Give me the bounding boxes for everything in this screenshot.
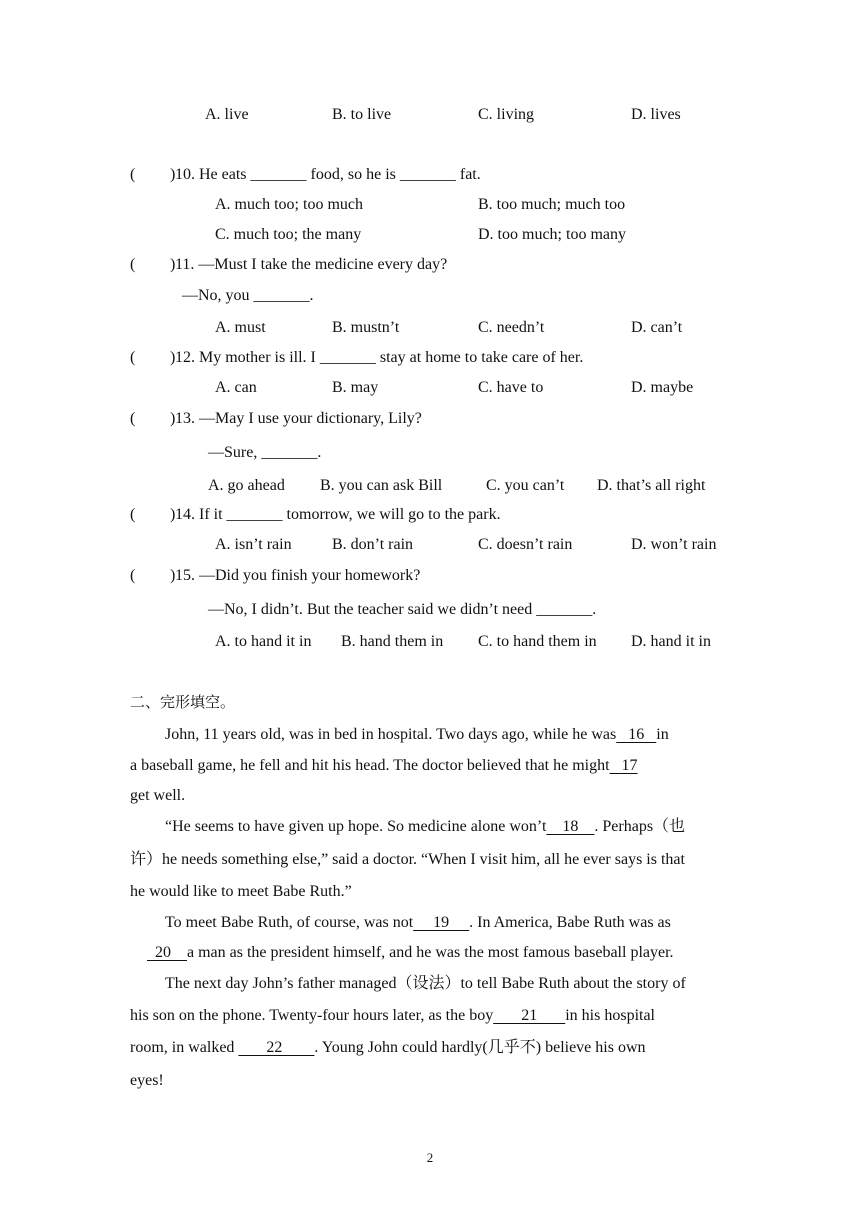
- passage-line: [147, 943, 674, 963]
- q9-option-b: B. to live: [332, 106, 392, 123]
- blank-18: 18: [546, 818, 595, 835]
- question-stem: 13. —May I use your dictionary, Lily?: [175, 410, 422, 427]
- question-stem: 11. —Must I take the medicine every day?: [175, 256, 448, 273]
- option-d: D. maybe: [631, 379, 694, 396]
- question-reply: —No, I didn’t. But the teacher said we didn’t need _______.: [208, 601, 597, 618]
- passage-text: . In America, Babe Ruth was as: [469, 914, 671, 931]
- passage-text: room, in walked: [130, 1039, 239, 1056]
- question-reply: —No, you _______.: [182, 287, 314, 304]
- passage-text: a man as the president himself, and he was the most famous baseball player.: [187, 944, 674, 961]
- page-number: 2: [426, 1150, 434, 1165]
- answer-paren-open: (: [130, 166, 136, 183]
- passage-text: in his hospital: [565, 1007, 655, 1024]
- answer-paren-close: ): [170, 256, 176, 273]
- blank-22: 22: [238, 1039, 315, 1056]
- option-c: C. you can’t: [486, 477, 565, 494]
- passage-text: in: [656, 726, 669, 743]
- question-stem: 12. My mother is ill. I _______ stay at home to take care of her.: [175, 349, 584, 366]
- question-stem: 14. If it _______ tomorrow, we will go to the park.: [175, 506, 501, 523]
- option-b: B. mustn’t: [332, 319, 400, 336]
- option-a: A. can: [215, 379, 257, 396]
- option-d: D. won’t rain: [631, 536, 717, 553]
- option-d: D. that’s all right: [597, 477, 706, 494]
- passage-line: eyes!: [130, 1072, 164, 1089]
- answer-paren-close: ): [170, 349, 176, 366]
- passage-text: a baseball game, he fell and hit his head. The doctor believed that he might: [130, 757, 610, 774]
- option-b: B. may: [332, 379, 379, 396]
- question-reply: —Sure, _______.: [208, 444, 322, 461]
- question-stem: 15. —Did you finish your homework?: [175, 567, 421, 584]
- answer-paren-close: ): [170, 506, 176, 523]
- passage-text: . Perhaps（也: [594, 818, 686, 835]
- answer-paren-open: (: [130, 256, 136, 273]
- passage-text: To meet Babe Ruth, of course, was not: [165, 914, 414, 931]
- option-d: D. hand it in: [631, 633, 711, 650]
- blank-17: 17: [609, 757, 638, 774]
- passage-line: he would like to meet Babe Ruth.”: [130, 883, 352, 900]
- blank-20: 20: [147, 944, 187, 961]
- option-a: A. isn’t rain: [215, 536, 292, 553]
- q9-option-a: A. live: [205, 106, 249, 123]
- option-b: B. don’t rain: [332, 536, 414, 553]
- section-title: 二、完形填空。: [130, 693, 236, 711]
- option-b: B. hand them in: [341, 633, 444, 650]
- passage-text: “He seems to have given up hope. So medicine alone won’t: [165, 818, 547, 835]
- option-c: C. have to: [478, 379, 544, 396]
- answer-paren-open: (: [130, 410, 136, 427]
- question-stem: 10. He eats _______ food, so he is _______ fat.: [175, 166, 481, 183]
- option-c: C. much too; the many: [215, 226, 362, 243]
- option-a: A. must: [215, 319, 266, 336]
- answer-paren-open: (: [130, 506, 136, 523]
- passage-text: John, 11 years old, was in bed in hospital. Two days ago, while he was: [165, 726, 617, 743]
- option-a: A. much too; too much: [215, 196, 363, 213]
- answer-paren-close: ): [170, 410, 176, 427]
- passage-line: [165, 725, 669, 745]
- option-a: A. to hand it in: [215, 633, 312, 650]
- answer-paren-open: (: [130, 567, 136, 584]
- passage-line: The next day John’s father managed（设法）to tell Babe Ruth about the story of: [165, 975, 686, 992]
- option-b: B. you can ask Bill: [320, 477, 443, 494]
- answer-paren-close: ): [170, 166, 176, 183]
- answer-paren-open: (: [130, 349, 136, 366]
- option-c: C. to hand them in: [478, 633, 597, 650]
- option-c: C. doesn’t rain: [478, 536, 573, 553]
- option-d: D. can’t: [631, 319, 683, 336]
- passage-line: [130, 756, 638, 776]
- passage-text: . Young John could hardly(几乎不) believe his own: [314, 1039, 646, 1056]
- passage-line: [165, 913, 671, 933]
- option-c: C. needn’t: [478, 319, 545, 336]
- passage-line: [130, 1038, 646, 1058]
- answer-paren-close: ): [170, 567, 176, 584]
- option-d: D. too much; too many: [478, 226, 626, 243]
- q9-option-d: D. lives: [631, 106, 681, 123]
- q9-option-c: C. living: [478, 106, 535, 123]
- passage-line: [165, 817, 685, 837]
- option-b: B. too much; much too: [478, 196, 626, 213]
- passage-line: [130, 1006, 655, 1026]
- blank-21: 21: [493, 1007, 566, 1024]
- passage-line: 许）he needs something else,” said a doctor. “When I visit him, all he ever says is that: [130, 851, 685, 868]
- option-a: A. go ahead: [208, 477, 285, 494]
- passage-text: his son on the phone. Twenty-four hours later, as the boy: [130, 1007, 494, 1024]
- blank-16: 16: [616, 726, 657, 743]
- passage-line: get well.: [130, 787, 186, 804]
- blank-19: 19: [413, 914, 470, 931]
